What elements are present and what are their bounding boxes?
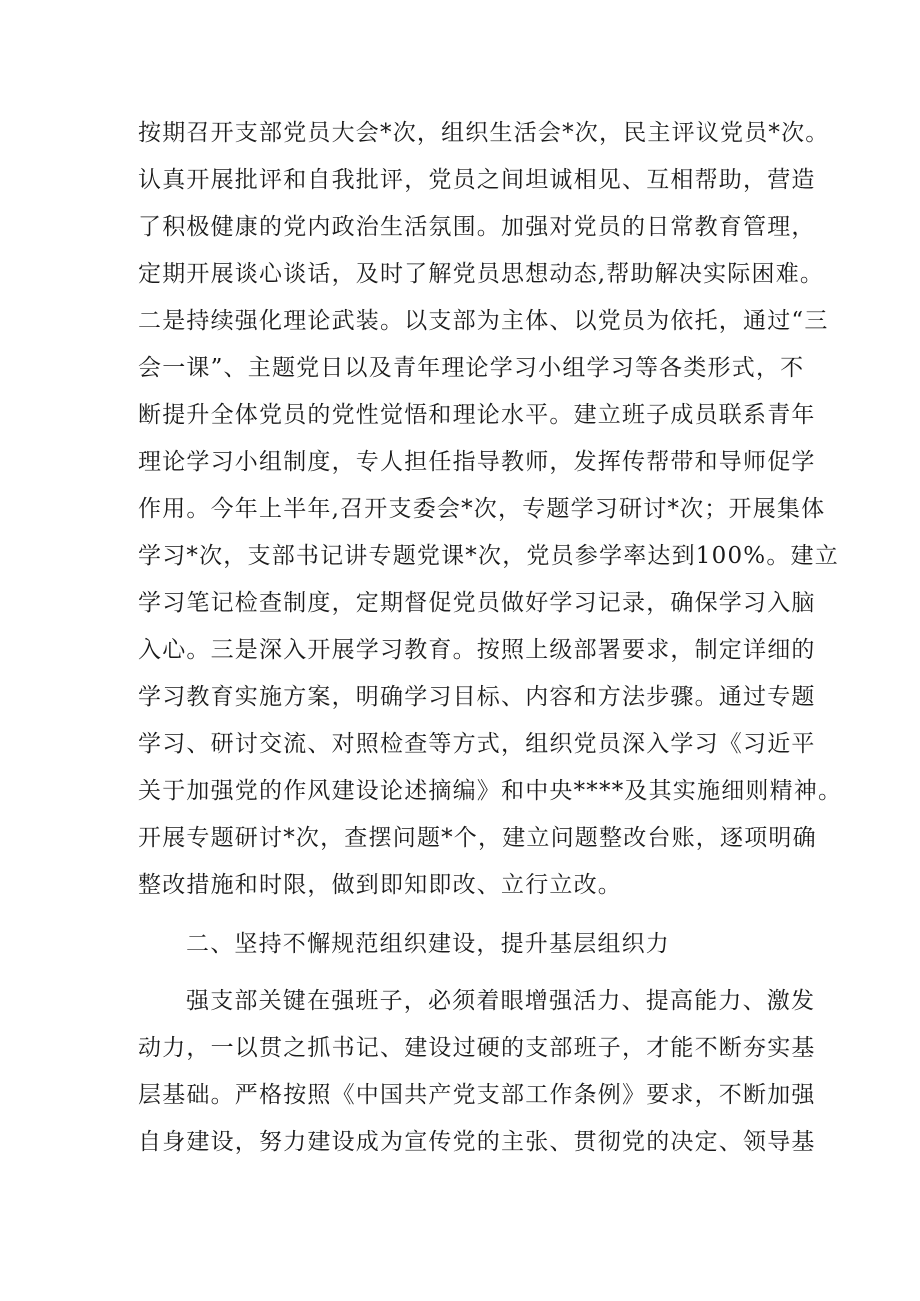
text-line: 动力，一以贯之抓书记、建设过硬的支部班子，才能不断夯实基: [138, 1035, 816, 1061]
text-line: 了积极健康的党内政治生活氛围。加强对党员的日常教育管理，: [138, 214, 816, 240]
text-line: 作用。今年上半年,召开支委会*次，专题学习研讨*次；开展集体: [138, 496, 826, 522]
text-line: 按期召开支部党员大会*次，组织生活会*次，民主评议党员*次。: [138, 120, 830, 146]
text-line: 断提升全体党员的党性觉悟和理论水平。建立班子成员联系青年: [138, 402, 816, 428]
text-line: 学习笔记检查制度，定期督促党员做好学习记录，确保学习入脑: [138, 590, 816, 616]
paragraph-1: [138, 110, 843, 909]
text-line: 学习教育实施方案，明确学习目标、内容和方法步骤。通过专题: [138, 684, 816, 710]
text-line: 会一课”、主题党日以及青年理论学习小组学习等各类形式，不: [138, 355, 805, 381]
section-heading: 二、坚持不懈规范组织建设，提升基层组织力: [186, 931, 670, 957]
text-line: 理论学习小组制度，专人担任指导教师，发挥传帮带和导师促学: [138, 449, 816, 475]
text-line: 层基础。严格按照《中国共产党支部工作条例》要求，不断加强: [138, 1082, 816, 1108]
text-line: 定期开展谈心谈话，及时了解党员思想动态,帮助解决实际困难。: [138, 261, 825, 287]
document-body: [138, 110, 843, 1166]
text-line: 入心。三是深入开展学习教育。按照上级部署要求，制定详细的: [138, 637, 816, 663]
text-line: 认真开展批评和自我批评，党员之间坦诚相见、互相帮助，营造: [138, 167, 816, 193]
text-line: 关于加强党的作风建设论述摘编》和中央****及其实施细则精神。: [138, 778, 843, 804]
text-line: 强支部关键在强班子，必须着眼增强活力、提高能力、激发: [186, 988, 816, 1014]
text-line: 开展专题研讨*次，查摆问题*个，建立问题整改台账，逐项明确: [138, 825, 817, 851]
paragraph-2: [138, 978, 816, 1166]
text-line: 自身建设，努力建设成为宣传党的主张、贯彻党的决定、领导基: [138, 1129, 816, 1155]
text-line: 二是持续强化理论武装。以支部为主体、以党员为依托，通过“三: [138, 308, 829, 334]
text-line: 学习、研讨交流、对照检查等方式，组织党员深入学习《习近平: [138, 731, 816, 757]
text-line: 学习*次，支部书记讲专题党课*次，党员参学率达到100%。建立: [138, 543, 839, 569]
text-line: 整改措施和时限，做到即知即改、立行立改。: [138, 872, 622, 898]
